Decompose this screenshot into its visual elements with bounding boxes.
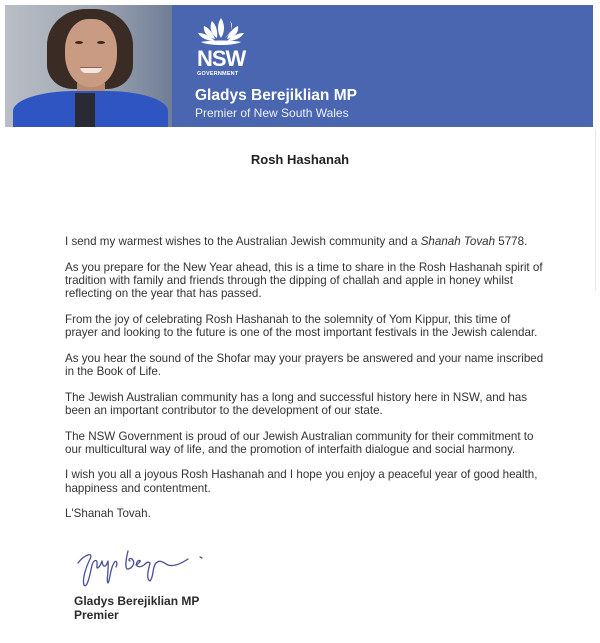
- letter-paragraph: As you hear the sound of the Shofar may your prayers be answered and your name inscribed in the Book of Life.: [65, 351, 544, 378]
- signer-name: Gladys Berejiklian MP: [74, 594, 200, 608]
- letterhead-banner: [5, 5, 593, 127]
- handwritten-signature: [72, 545, 222, 590]
- nsw-logo-wordmark: NSW: [197, 46, 246, 71]
- letter-paragraph: [65, 235, 545, 248]
- italic-greeting: Shanah Tovah: [420, 235, 496, 248]
- nsw-government-logo: [195, 16, 247, 84]
- letter-paragraph: The Jewish Australian community has a long and successful history here in NSW, and has been an important contributor to the development of our state.: [65, 390, 528, 417]
- portrait-shirt: [75, 93, 95, 127]
- waratah-flower-icon: [195, 16, 247, 48]
- letter-body: [65, 235, 545, 533]
- premier-portrait-photo: [5, 5, 172, 127]
- portrait-eye: [97, 41, 105, 44]
- portrait-eye: [75, 41, 83, 44]
- government-logo-subtext: GOVERNMENT: [197, 71, 239, 77]
- letter-paragraph: From the joy of celebrating Rosh Hashanah to the solemnity of Yom Kippur, this time of prayer and looking to the future is one of the most important festivals in the Jewish calendar.: [65, 312, 538, 340]
- portrait-face: [65, 19, 117, 87]
- letter-closing: L'Shanah Tovah.: [65, 507, 151, 521]
- signer-title: Premier: [74, 608, 119, 622]
- paragraph-text: I send my warmest wishes to the Australian Jewish community and a: [65, 235, 421, 248]
- letter-paragraph: I wish you all a joyous Rosh Hashanah and I hope you enjoy a peaceful year of good health, happiness and contentment.: [65, 468, 538, 495]
- letterhead-title: Premier of New South Wales: [195, 106, 349, 120]
- paragraph-text: 5778.: [495, 235, 528, 248]
- letter-heading: Rosh Hashanah: [250, 152, 350, 167]
- letter-paragraph: The NSW Government is proud of our Jewish Australian community for their commitment to our multicultural way of life, and the promotion of interfaith dialogue and social harmony.: [65, 429, 534, 456]
- signer-block: [74, 594, 199, 622]
- portrait-smile: [80, 67, 102, 73]
- letter-paragraph: As you prepare for the New Year ahead, this is a time to share in the Rosh Hashanah spirit of tradition with family and friends through the dipping of challah and apple in honey whilst reflecting on the year that has passed.: [65, 260, 543, 301]
- letterhead-name: Gladys Berejiklian MP: [195, 87, 357, 104]
